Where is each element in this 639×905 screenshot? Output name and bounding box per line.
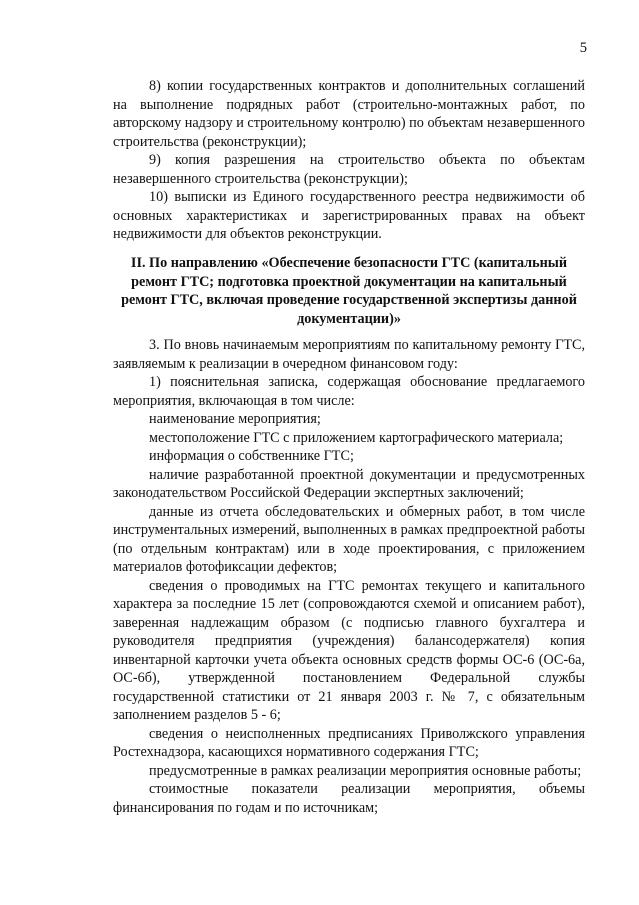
paragraph-owner-info: информация о собственнике ГТС;	[149, 448, 354, 464]
paragraph-design-documentation: наличие разработанной проектной документации и предусмотренных законодательством Российской Федерации экспертных заключений;	[113, 466, 585, 501]
paragraph-explanatory-note: 1) пояснительная записка, содержащая обоснование предлагаемого мероприятия, включающая в том числе:	[113, 374, 585, 409]
paragraph-item-3-intro: 3. По вновь начинаемым мероприятиям по капитальному ремонту ГТС, заявляемым к реализации в очередном финансовом году:	[113, 337, 585, 372]
paragraph-survey-data: данные из отчета обследовательских и обмерных работ, в том числе инструментальных измерений, выполненных в рамках предпроектной работы (по отдельным контрактам) или в ходе проектирования, с приложением материалов фотофиксации дефектов;	[113, 503, 585, 575]
paragraph-cost-indicators: стоимостные показатели реализации мероприятия, объемы финансирования по годам и по источникам;	[113, 781, 585, 816]
paragraph-event-name: наименование мероприятия;	[149, 411, 321, 427]
paragraph-outstanding-orders: сведения о неисполненных предписаниях Приволжского управления Ростехнадзора, касающихся нормативного содержания ГТС;	[113, 725, 585, 760]
section-heading: II. По направлению «Обеспечение безопасности ГТС (капитальный ремонт ГТС; подготовка проектной документации на капитальный ремонт ГТС, включая проведение государственной экспертизы данной документации)»	[121, 255, 577, 327]
paragraph-location: местоположение ГТС с приложением картографического материала;	[149, 429, 564, 446]
page-number: 5	[579, 40, 587, 56]
list-item-10-registry-extracts: 10) выписки из Единого государственного реестра недвижимости об основных характеристиках и зарегистрированных правах на объект недвижимости для объектов реконструкции.	[113, 189, 585, 242]
list-item-8-contract-copies: 8) копии государственных контрактов и дополнительных соглашений на выполнение подрядных работ (строительно-монтажных работ, по авторскому надзору и строительному контролю) по объектам незавершенного строительства (реконструкции);	[113, 78, 585, 150]
paragraph-repair-history: сведения о проводимых на ГТС ремонтах текущего и капитального характера за последние 15 лет (сопровождаются схемой и описанием работ), заверенная надлежащим образом (с подписью главного бухгалтера и руководителя предприятия (учреждения) балансодержателя) копия инвентарной карточки учета объекта основных средств формы ОС-6 (ОС-6а, ОС-6б), утвержденной постановлением Федеральной службы государственной статистики от 21 января 2003 г. № 7, с обязательным заполнением разделов 5 - 6;	[113, 577, 585, 723]
section-body	[113, 336, 585, 817]
list-continuation-block	[113, 77, 585, 244]
list-item-9-permit-copy: 9) копия разрешения на строительство объекта по объектам незавершенного строительства (реконструкции);	[113, 152, 585, 187]
paragraph-main-works: предусмотренные в рамках реализации мероприятия основные работы;	[149, 762, 582, 779]
